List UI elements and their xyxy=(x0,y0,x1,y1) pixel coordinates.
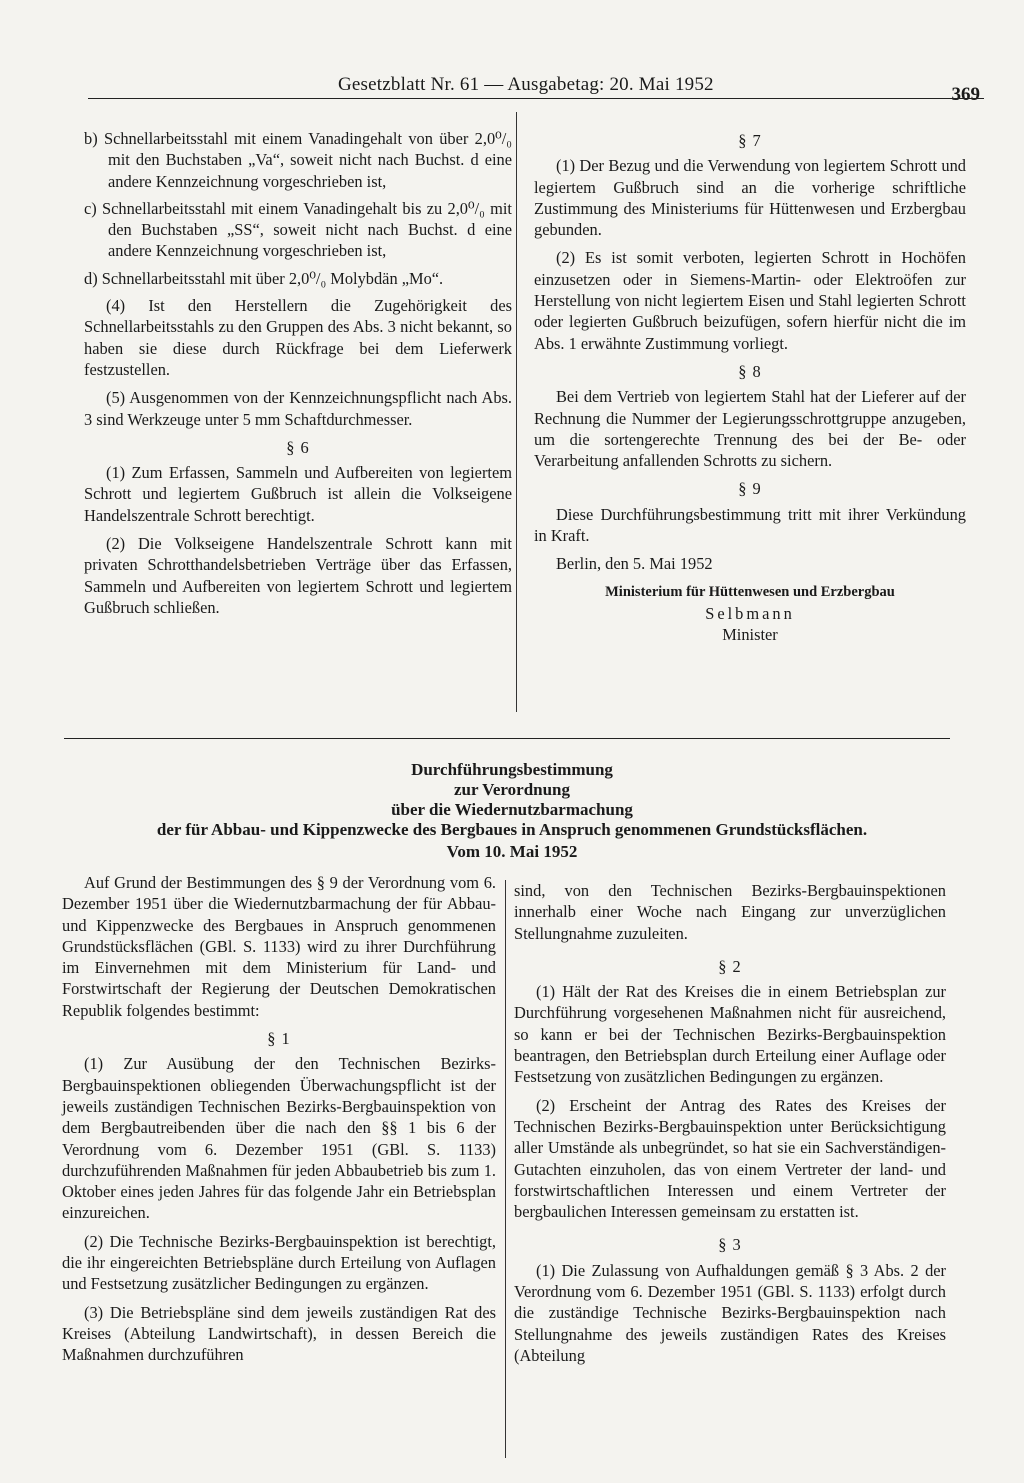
section-6-heading: § 6 xyxy=(286,437,310,457)
item-c: c) Schnellarbeitsstahl mit einem Vanadingehalt bis zu 2,0⁰/₀ mit den Buchstaben „SS“, soweit nicht nach Buchst. d eine andere Kennzeichnung vorgeschrieben ist, xyxy=(84,198,512,261)
header-rule xyxy=(88,98,984,99)
page-number: 369 xyxy=(951,84,980,105)
decree-date: Vom 10. Mai 1952 xyxy=(446,842,578,861)
decree-line-3: über die Wiedernutzbarmachung xyxy=(391,800,633,819)
section-9-text: Diese Durchführungsbestimmung tritt mit ihrer Verkündung in Kraft. xyxy=(534,504,966,546)
gazette-title: Gesetzblatt Nr. 61 — Ausgabetag: 20. Mai 1952 xyxy=(338,74,714,95)
paragraph-5: (5) Ausgenommen von der Kennzeichnungspflicht nach Abs. 3 sind Werkzeuge unter 5 mm Schaftdurchmesser. xyxy=(84,388,512,429)
section-1-heading: § 1 xyxy=(267,1029,291,1049)
decree-line-1: Durchführungsbestimmung xyxy=(411,760,613,779)
section-3-paragraph-1: (1) Die Zulassung von Aufhaldungen gemäß § 3 Abs. 2 der Verordnung vom 6. Dezember 1951 (GBl. S. 1133) erfolgt durch die zuständige Technische Bezirks-Bergbauinspektion nach Stellungnahme des jeweils zuständigen Rates des Kreises (Abteilung xyxy=(514,1260,946,1365)
section-6-paragraph-2: (2) Die Volkseigene Handelszentrale Schrott kann mit privaten Schrotthandelsbetrieben Verträge über das Erfassen, Sammeln und Aufbereiten von legiertem Schrott und legiertem Gußbruch schließen. xyxy=(84,534,512,617)
lower-right-column xyxy=(514,880,946,1373)
section-1-paragraph-3: (3) Die Betriebspläne sind dem jeweils zuständigen Rat des Kreises (Abteilung Landwirtschaft), in dessen Bereich die Maßnahmen durchzuführen xyxy=(62,1302,496,1365)
lower-left-column xyxy=(62,872,496,1373)
section-7-paragraph-2: (2) Es ist somit verboten, legierten Schrott in Hochöfen einzusetzen oder in Siemens-Martin- oder Elektroöfen zur Herstellung von nicht legiertem Eisen und Stahl legierten Schrott oder legierten Gußbruch beizufügen, sofern hierfür nicht die im Abs. 1 erwähnte Zustimmung vorliegt. xyxy=(534,248,966,353)
upper-left-column xyxy=(84,128,512,625)
place-date: Berlin, den 5. Mai 1952 xyxy=(556,554,713,574)
continuation-text: sind, von den Technischen Bezirks-Bergbauinspektionen innerhalb einer Woche nach Eingang zur unverzüglichen Stellungnahme zuzuleiten. xyxy=(514,881,946,943)
item-b: b) Schnellarbeitsstahl mit einem Vanadingehalt von über 2,0⁰/₀ mit den Buchstaben „Va“, soweit nicht nach Buchst. d eine andere Kennzeichnung vorgeschrieben ist, xyxy=(84,129,512,191)
upper-right-column xyxy=(534,128,966,646)
section-7-paragraph-1: (1) Der Bezug und die Verwendung von legiertem Schrott und legiertem Gußbruch sind an die vorherige schriftliche Zustimmung des Ministeriums für Hüttenwesen und Erzbergbau gebunden. xyxy=(534,156,966,240)
section-3-heading: § 3 xyxy=(718,1235,742,1255)
section-8-text: Bei dem Vertrieb von legiertem Stahl hat der Lieferer auf der Rechnung die Nummer der Legierungsschrottgruppe anzugeben, um die sortengerechte Trennung des bei der Be- oder Verarbeitung anfallenden Schrotts zu sichern. xyxy=(534,387,966,471)
section-rule xyxy=(64,738,950,739)
decree-title xyxy=(60,760,964,862)
signer-title: Minister xyxy=(722,625,778,645)
section-1-paragraph-1: (1) Zur Ausübung der den Technischen Bezirks-Bergbauinspektionen obliegenden Überwachungspflicht ist der jeweils zuständigen Technischen Bezirks-Bergbauinspektion von dem Bergbautreibenden über die nach den §§ 1 bis 6 der Verordnung vom 6. Dezember 1951 (GBl. S. 1133) durchzuführenden Maßnahmen für jeden Abbaubetrieb bis zum 1. Oktober eines jeden Jahres für das folgende Jahr ein Betriebsplan einzureichen. xyxy=(62,1054,496,1223)
column-divider-lower xyxy=(505,880,506,1458)
item-d: d) Schnellarbeitsstahl mit über 2,0⁰/₀ Molybdän „Mo“. xyxy=(84,268,444,288)
column-divider-upper xyxy=(516,112,517,712)
section-9-heading: § 9 xyxy=(738,479,762,499)
page-header xyxy=(88,74,984,105)
section-2-paragraph-2: (2) Erscheint der Antrag des Rates des Kreises der Technischen Bezirks-Bergbauinspektion unter Berücksichtigung aller Umstände als unbegründet, so hat sie ein Sachverständigen-Gutachten einzuholen, das von einem Vertreter der land- und forstwirtschaftlichen Interessen und einem Vertreter der bergbaulichen Interessen gemeinsam zu erstatten ist. xyxy=(514,1095,946,1222)
section-2-heading: § 2 xyxy=(718,956,742,976)
decree-line-4: der für Abbau- und Kippenzwecke des Bergbaues in Anspruch genommenen Grundstücksflächen. xyxy=(156,820,868,839)
section-8-heading: § 8 xyxy=(738,361,762,381)
signer-name: Selbmann xyxy=(705,603,795,623)
section-6-paragraph-1: (1) Zum Erfassen, Sammeln und Aufbereiten von legiertem Schrott und legiertem Gußbruch ist allein die Volkseigene Handelszentrale Schrott berechtigt. xyxy=(84,463,512,525)
paragraph-4: (4) Ist den Herstellern die Zugehörigkeit des Schnellarbeitsstahls zu den Gruppen des Abs. 3 nicht bekannt, so haben sie diese durch Rückfrage bei dem Lieferwerk festzustellen. xyxy=(84,296,512,379)
section-7-heading: § 7 xyxy=(738,131,762,150)
section-2-paragraph-1: (1) Hält der Rat des Kreises die in einem Betriebsplan zur Durchführung vorgesehenen Maßnahmen nicht für ausreichend, so kann er bei der Technischen Bezirks-Bergbauinspektion beantragen, den Betriebsplan durch Erteilung einer Auflage oder Festsetzung von zusätzlichen Bedingungen zu ergänzen. xyxy=(514,982,946,1087)
ministry-name: Ministerium für Hüttenwesen und Erzbergbau xyxy=(605,583,895,600)
decree-line-2: zur Verordnung xyxy=(453,780,571,799)
intro-paragraph: Auf Grund der Bestimmungen des § 9 der Verordnung vom 6. Dezember 1951 über die Wiedernutzbarmachung der für Abbau- und Kippenzwecke des Bergbaues in Anspruch genommenen Grundstücksflächen (GBl. S. 1133) wird zu ihrer Durchführung im Einvernehmen mit dem Ministerium für Land- und Forstwirtschaft der Regierung der Deutschen Demokratischen Republik folgendes bestimmt: xyxy=(62,873,496,1020)
section-1-paragraph-2: (2) Die Technische Bezirks-Bergbauinspektion ist berechtigt, die ihr eingereichten Betriebspläne durch Erteilung von Auflagen und Festsetzung zusätzlicher Bedingungen zu ergänzen. xyxy=(62,1231,496,1294)
